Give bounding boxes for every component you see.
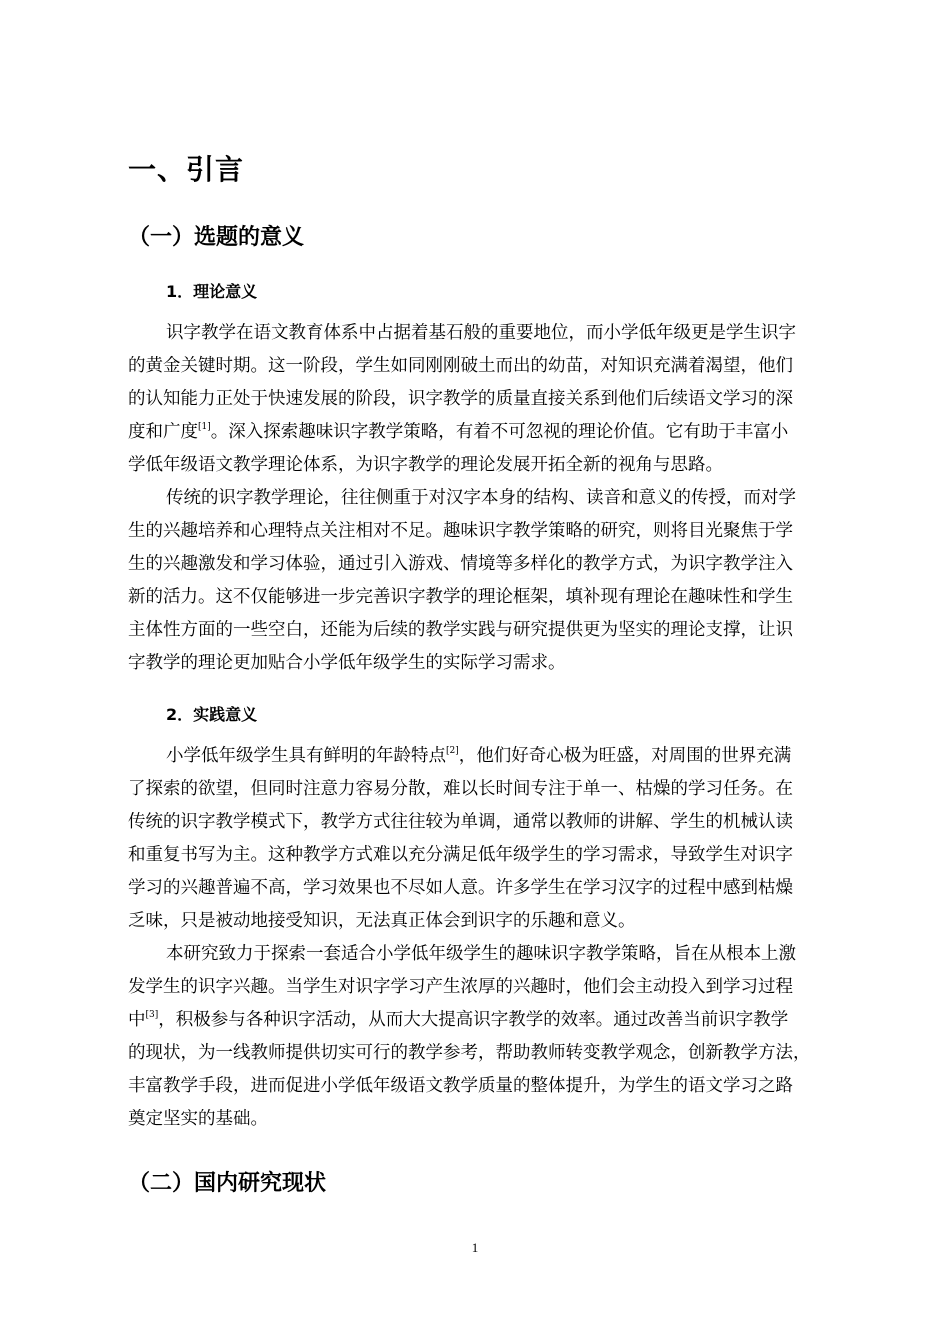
body-text-line: 中[3]，积极参与各种识字活动，从而大大提高识字教学的效率。通过改善当前识字教学 xyxy=(128,1010,789,1030)
body-text-line: 和重复书写为主。这种教学方式难以充分满足低年级学生的学习需求，导致学生对识字 xyxy=(128,845,793,865)
body-text-line: 了探索的欲望，但同时注意力容易分散，难以长时间专注于单一、枯燥的学习任务。在 xyxy=(128,779,793,799)
body-text-line: 度和广度[1]。深入探索趣味识字教学策略，有着不可忽视的理论价值。它有助于丰富小 xyxy=(128,422,789,442)
body-text-line: 传统的识字教学理论，往往侧重于对汉字本身的结构、读音和意义的传授，而对学 xyxy=(166,488,796,508)
body-text-line: 字教学的理论更加贴合小学低年级学生的实际学习需求。 xyxy=(128,653,566,673)
body-text-line: 的现状，为一线教师提供切实可行的教学参考，帮助教师转变教学观念，创新教学方法， xyxy=(128,1043,811,1063)
body-text-line: 生的兴趣激发和学习体验，通过引入游戏、情境等多样化的教学方式，为识字教学注入 xyxy=(128,554,793,574)
body-text-line: 新的活力。这不仅能够进一步完善识字教学的理论框架，填补现有理论在趣味性和学生 xyxy=(128,587,793,607)
citation-ref: [3] xyxy=(145,1010,159,1020)
body-text-line: 发学生的识字兴趣。当学生对识字学习产生浓厚的兴趣时，他们会主动投入到学习过程 xyxy=(128,977,793,997)
section-heading-domestic-research: （二）国内研究现状 xyxy=(128,1171,327,1196)
body-text-line: 识字教学在语文教育体系中占据着基石般的重要地位，而小学低年级更是学生识字 xyxy=(166,323,796,343)
citation-ref: [2] xyxy=(446,746,459,756)
section-heading-significance: （一）选题的意义 xyxy=(128,225,305,250)
citation-ref: [1] xyxy=(198,422,211,432)
subsection-heading-theoretical: 1．理论意义 xyxy=(166,282,258,301)
body-text-line: 小学低年级学生具有鲜明的年龄特点[2]，他们好奇心极为旺盛，对周围的世界充满 xyxy=(166,746,792,766)
body-text-line: 乏味，只是被动地接受知识，无法真正体会到识字的乐趣和意义。 xyxy=(128,911,636,931)
page-number: 1 xyxy=(471,1240,479,1255)
body-text-line: 主体性方面的一些空白，还能为后续的教学实践与研究提供更为坚实的理论支撑，让识 xyxy=(128,620,793,640)
body-text-line: 奠定坚实的基础。 xyxy=(128,1109,268,1129)
body-text-line: 生的兴趣培养和心理特点关注相对不足。趣味识字教学策略的研究，则将目光聚焦于学 xyxy=(128,521,793,541)
subsection-heading-practical: 2．实践意义 xyxy=(166,705,258,724)
body-text-line: 传统的识字教学模式下，教学方式往往较为单调，通常以教师的讲解、学生的机械认读 xyxy=(128,812,793,832)
body-text-line: 的认知能力正处于快速发展的阶段，识字教学的质量直接关系到他们后续语文学习的深 xyxy=(128,389,793,409)
body-text-line: 本研究致力于探索一套适合小学低年级学生的趣味识字教学策略，旨在从根本上激 xyxy=(166,944,796,964)
body-text-line: 学习的兴趣普遍不高，学习效果也不尽如人意。许多学生在学习汉字的过程中感到枯燥 xyxy=(128,878,793,898)
body-text-line: 丰富教学手段，进而促进小学低年级语文教学质量的整体提升，为学生的语文学习之路 xyxy=(128,1076,793,1096)
body-text-line: 学低年级语文教学理论体系，为识字教学的理论发展开拓全新的视角与思路。 xyxy=(128,455,723,475)
chapter-heading: 一、引言 xyxy=(128,153,245,186)
body-text-line: 的黄金关键时期。这一阶段，学生如同刚刚破土而出的幼苗，对知识充满着渴望，他们 xyxy=(128,356,793,376)
